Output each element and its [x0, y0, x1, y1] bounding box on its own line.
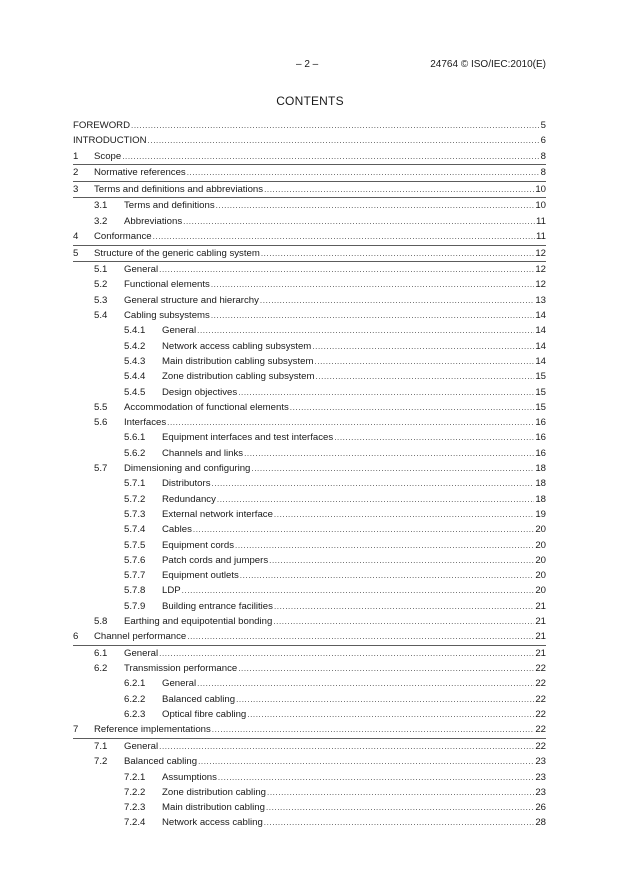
toc-entry-page: 22	[535, 678, 546, 690]
toc-entry[interactable]	[73, 293, 546, 308]
toc-entry-title: Accommodation of functional elements	[124, 401, 289, 413]
toc-entry-title: Building entrance facilities	[162, 600, 273, 612]
toc-entry-number: 1	[73, 150, 79, 162]
toc-dot-leader	[260, 293, 534, 308]
toc-entry[interactable]	[73, 661, 546, 676]
toc-dot-leader	[159, 646, 534, 661]
toc-entry-number: 5.4.5	[124, 386, 146, 398]
toc-entry-title: Conformance	[94, 230, 152, 242]
toc-entry-title: Equipment outlets	[162, 570, 239, 582]
toc-entry-number: 5.2	[94, 279, 108, 291]
toc-entry[interactable]	[73, 182, 546, 199]
toc-entry-number: 7.2.4	[124, 817, 146, 829]
toc-entry-title: Channel performance	[94, 631, 187, 643]
toc-entry[interactable]	[73, 149, 546, 166]
toc-dot-leader	[238, 385, 534, 400]
toc-entry-number: 5.5	[94, 401, 108, 413]
toc-entry-title: General	[124, 264, 159, 276]
toc-entry-page: 28	[535, 817, 546, 829]
toc-entry[interactable]	[73, 553, 546, 568]
toc-entry-title: Distributors	[162, 478, 211, 490]
toc-entry-number: 5.7	[94, 463, 108, 475]
toc-dot-leader	[244, 446, 534, 461]
toc-entry-title: General	[162, 325, 197, 337]
toc-entry-page: 10	[535, 183, 546, 195]
toc-entry-number: 3.2	[94, 215, 108, 227]
toc-entry[interactable]	[73, 629, 546, 646]
toc-entry-page: 5	[540, 120, 546, 131]
toc-entry-number: 5.1	[94, 264, 108, 276]
toc-dot-leader	[267, 785, 534, 800]
toc-entry-title: Zone distribution cabling subsystem	[162, 371, 315, 383]
toc-entry-title: Optical fibre cabling	[162, 709, 247, 721]
toc-entry-page: 19	[535, 508, 546, 520]
toc-dot-leader	[211, 308, 534, 323]
toc-entry[interactable]	[73, 415, 546, 430]
toc-entry[interactable]	[73, 461, 546, 476]
toc-entry-number: 7	[73, 724, 79, 736]
toc-dot-leader	[167, 415, 534, 430]
toc-entry-page: 14	[535, 340, 546, 352]
toc-entry-number: 5.7.4	[124, 524, 146, 536]
toc-entry-title: FOREWORD	[73, 120, 131, 131]
toc-entry-page: 11	[536, 230, 546, 242]
toc-entry-page: 12	[535, 279, 546, 291]
toc-dot-leader	[183, 214, 535, 229]
toc-entry-number: 3.1	[94, 200, 108, 212]
toc-entry-number: 7.2	[94, 756, 108, 768]
toc-entry-page: 18	[535, 463, 546, 475]
toc-entry-number: 5.7.1	[124, 478, 146, 490]
toc-entry[interactable]	[73, 262, 546, 277]
toc-dot-leader	[216, 198, 535, 213]
toc-entry-number: 3	[73, 183, 79, 195]
toc-dot-leader	[159, 739, 534, 754]
toc-entry-title: External network interface	[162, 508, 273, 520]
toc-entry-title: Channels and links	[162, 447, 244, 459]
toc-entry-title: General	[124, 647, 159, 659]
toc-entry-page: 13	[535, 294, 546, 306]
toc-entry-page: 6	[540, 135, 546, 147]
toc-entry-number: 5.7.3	[124, 508, 146, 520]
toc-entry-number: 6.1	[94, 647, 108, 659]
toc-dot-leader	[159, 262, 534, 277]
toc-entry[interactable]	[73, 446, 546, 461]
toc-entry-number: 5	[73, 247, 79, 259]
toc-entry-number: 5.7.5	[124, 539, 146, 551]
toc-entry[interactable]	[73, 785, 546, 800]
toc-entry[interactable]	[73, 676, 546, 691]
toc-entry-number: 5.7.2	[124, 493, 146, 505]
toc-dot-leader	[198, 754, 534, 769]
toc-entry[interactable]	[73, 277, 546, 292]
toc-entry-title: Cabling subsystems	[124, 310, 210, 322]
toc-dot-leader	[238, 661, 534, 676]
toc-entry-page: 16	[535, 447, 546, 459]
toc-entry[interactable]	[73, 118, 546, 133]
toc-entry-title: Earthing and equipotential bonding	[124, 615, 273, 627]
toc-entry[interactable]	[73, 583, 546, 598]
toc-entry[interactable]	[73, 754, 546, 769]
toc-entry-number: 5.4.2	[124, 340, 146, 352]
toc-entry-title: Network access cabling	[162, 817, 263, 829]
toc-entry-number: 6.2.3	[124, 709, 146, 721]
toc-dot-leader	[187, 165, 540, 181]
toc-entry[interactable]	[73, 354, 546, 369]
toc-entry-number: 7.2.1	[124, 771, 146, 783]
toc-entry-number: 6.2	[94, 663, 108, 675]
toc-entry[interactable]	[73, 385, 546, 400]
toc-entry-number: 6.2.2	[124, 693, 146, 705]
toc-dot-leader	[197, 676, 534, 691]
toc-entry[interactable]	[73, 339, 546, 354]
toc-entry-page: 22	[535, 693, 546, 705]
toc-entry-number: 5.4.4	[124, 371, 146, 383]
toc-entry-page: 22	[535, 663, 546, 675]
toc-entry-page: 22	[535, 709, 546, 721]
toc-dot-leader	[236, 692, 534, 707]
toc-entry-page: 12	[535, 264, 546, 276]
toc-entry-number: 4	[73, 230, 79, 242]
toc-entry-title: Patch cords and jumpers	[162, 554, 269, 566]
toc-entry-title: Transmission performance	[124, 663, 238, 675]
toc-entry-title: Terms and definitions and abbreviations	[94, 183, 264, 195]
toc-entry-page: 10	[535, 200, 546, 212]
toc-dot-leader	[148, 133, 540, 148]
toc-entry[interactable]	[73, 476, 546, 491]
toc-dot-leader	[247, 707, 534, 722]
toc-entry-number: 6	[73, 631, 79, 643]
toc-dot-leader	[264, 182, 534, 198]
toc-entry[interactable]	[73, 430, 546, 445]
toc-entry[interactable]	[73, 739, 546, 754]
toc-entry[interactable]	[73, 133, 546, 148]
contents-title: CONTENTS	[276, 94, 344, 108]
toc-entry-title: Network access cabling subsystem	[162, 340, 312, 352]
toc-entry[interactable]	[73, 722, 546, 739]
toc-dot-leader	[274, 507, 534, 522]
toc-entry-title: General	[124, 740, 159, 752]
toc-dot-leader	[240, 568, 535, 583]
toc-entry-title: General	[162, 678, 197, 690]
toc-dot-leader	[314, 354, 534, 369]
toc-entry[interactable]	[73, 692, 546, 707]
toc-entry[interactable]	[73, 770, 546, 785]
toc-entry-title: Equipment interfaces and test interfaces	[162, 432, 334, 444]
toc-entry-page: 23	[535, 756, 546, 768]
toc-entry-title: Equipment cords	[162, 539, 234, 551]
toc-entry-page: 21	[535, 615, 546, 627]
toc-entry[interactable]	[73, 165, 546, 182]
toc-entry-number: 5.3	[94, 294, 108, 306]
toc-entry-title: Normative references	[94, 167, 186, 179]
toc-entry-number: 5.6.2	[124, 447, 146, 459]
toc-entry[interactable]	[73, 229, 546, 246]
toc-entry-title: Design objectives	[162, 386, 238, 398]
toc-entry[interactable]	[73, 800, 546, 815]
toc-entry-number: 5.7.7	[124, 570, 146, 582]
toc-entry-title: Scope	[94, 150, 122, 162]
toc-entry-page: 11	[536, 215, 546, 227]
toc-dot-leader	[187, 629, 534, 645]
toc-entry-title: Redundancy	[162, 493, 216, 505]
toc-entry[interactable]	[73, 214, 546, 229]
toc-dot-leader	[269, 553, 534, 568]
toc-entry-title: Balanced cabling	[124, 756, 198, 768]
toc-entry[interactable]	[73, 246, 546, 263]
toc-entry-page: 20	[535, 585, 546, 597]
toc-entry-page: 12	[535, 247, 546, 259]
toc-entry[interactable]	[73, 614, 546, 629]
toc-dot-leader	[153, 229, 535, 245]
toc-entry-title: Functional elements	[124, 279, 210, 291]
toc-entry-page: 18	[535, 478, 546, 490]
document-reference: 24764 © ISO/IEC:2010(E)	[430, 59, 546, 70]
toc-entry-number: 5.4	[94, 310, 108, 322]
toc-entry-page: 15	[535, 386, 546, 398]
toc-entry[interactable]	[73, 400, 546, 415]
toc-dot-leader	[218, 770, 534, 785]
toc-entry-page: 20	[535, 570, 546, 582]
toc-entry[interactable]	[73, 646, 546, 661]
toc-entry[interactable]	[73, 507, 546, 522]
toc-entry-page: 16	[535, 432, 546, 444]
toc-entry-page: 21	[535, 631, 546, 643]
toc-entry-number: 5.7.6	[124, 554, 146, 566]
toc-entry-number: 5.6	[94, 417, 108, 429]
toc-entry-title: General structure and hierarchy	[124, 294, 259, 306]
toc-entry-number: 7.1	[94, 740, 108, 752]
toc-dot-leader	[235, 538, 534, 553]
toc-entry-page: 15	[535, 371, 546, 383]
toc-entry-page: 14	[535, 310, 546, 322]
toc-entry[interactable]	[73, 815, 546, 830]
toc-entry-title: Structure of the generic cabling system	[94, 247, 260, 259]
toc-entry-title: INTRODUCTION	[73, 135, 147, 147]
toc-dot-leader	[212, 476, 535, 491]
page-number: – 2 –	[296, 59, 319, 70]
toc-entry-page: 14	[535, 355, 546, 367]
toc-entry-title: Reference implementations	[94, 724, 211, 736]
toc-entry-number: 5.4.3	[124, 355, 146, 367]
toc-entry-number: 6.2.1	[124, 678, 146, 690]
toc-entry-title: Terms and definitions	[124, 200, 215, 212]
toc-entry-page: 20	[535, 539, 546, 551]
toc-entry-page: 23	[535, 786, 546, 798]
toc-entry-number: 5.6.1	[124, 432, 146, 444]
toc-entry-page: 20	[535, 524, 546, 536]
toc-entry-number: 7.2.2	[124, 786, 146, 798]
toc-dot-leader	[251, 461, 534, 476]
toc-dot-leader	[264, 815, 535, 830]
toc-entry[interactable]	[73, 323, 546, 338]
toc-entry-page: 14	[535, 325, 546, 337]
toc-entry-page: 26	[535, 802, 546, 814]
toc-entry-number: 5.7.9	[124, 600, 146, 612]
toc-dot-leader	[334, 430, 534, 445]
toc-dot-leader	[273, 614, 534, 629]
toc-entry[interactable]	[73, 369, 546, 384]
toc-dot-leader	[217, 492, 534, 507]
toc-dot-leader	[131, 118, 540, 133]
toc-entry[interactable]	[73, 707, 546, 722]
toc-dot-leader	[197, 323, 534, 338]
toc-entry-title: Abbreviations	[124, 215, 183, 227]
toc-dot-leader	[312, 339, 534, 354]
toc-entry-page: 15	[535, 401, 546, 413]
toc-entry-page: 21	[535, 600, 546, 612]
toc-dot-leader	[290, 400, 535, 415]
toc-entry-title: LDP	[162, 585, 181, 597]
toc-entry-page: 22	[535, 740, 546, 752]
toc-entry-page: 18	[535, 493, 546, 505]
toc-dot-leader	[266, 800, 534, 815]
table-of-contents	[73, 118, 546, 831]
toc-entry-page: 20	[535, 554, 546, 566]
toc-entry-number: 2	[73, 167, 79, 179]
toc-dot-leader	[212, 722, 535, 738]
toc-entry-page: 22	[535, 724, 546, 736]
toc-dot-leader	[274, 599, 534, 614]
toc-entry-title: Assumptions	[162, 771, 217, 783]
toc-entry-number: 5.4.1	[124, 325, 146, 337]
toc-dot-leader	[261, 246, 534, 262]
toc-dot-leader	[193, 522, 534, 537]
toc-entry-title: Interfaces	[124, 417, 167, 429]
toc-entry[interactable]	[73, 308, 546, 323]
toc-entry-title: Main distribution cabling subsystem	[162, 355, 314, 367]
toc-entry[interactable]	[73, 522, 546, 537]
toc-entry[interactable]	[73, 568, 546, 583]
toc-entry-page: 23	[535, 771, 546, 783]
toc-entry[interactable]	[73, 599, 546, 614]
page-header	[0, 59, 620, 73]
toc-entry-page: 8	[540, 167, 546, 179]
toc-entry[interactable]	[73, 198, 546, 213]
toc-entry-page: 21	[535, 647, 546, 659]
toc-entry-title: Cables	[162, 524, 192, 536]
toc-dot-leader	[316, 369, 535, 384]
toc-entry-page: 8	[540, 150, 546, 162]
toc-dot-leader	[122, 149, 539, 165]
toc-entry-number: 7.2.3	[124, 802, 146, 814]
toc-entry[interactable]	[73, 538, 546, 553]
toc-entry-title: Balanced cabling	[162, 693, 236, 705]
toc-dot-leader	[211, 277, 534, 292]
toc-entry-number: 5.8	[94, 615, 108, 627]
toc-entry-number: 5.7.8	[124, 585, 146, 597]
toc-entry-page: 16	[535, 417, 546, 429]
toc-entry-title: Zone distribution cabling	[162, 786, 266, 798]
toc-entry-title: Main distribution cabling	[162, 802, 265, 814]
toc-dot-leader	[182, 583, 535, 598]
toc-entry-title: Dimensioning and configuring	[124, 463, 251, 475]
toc-entry[interactable]	[73, 492, 546, 507]
